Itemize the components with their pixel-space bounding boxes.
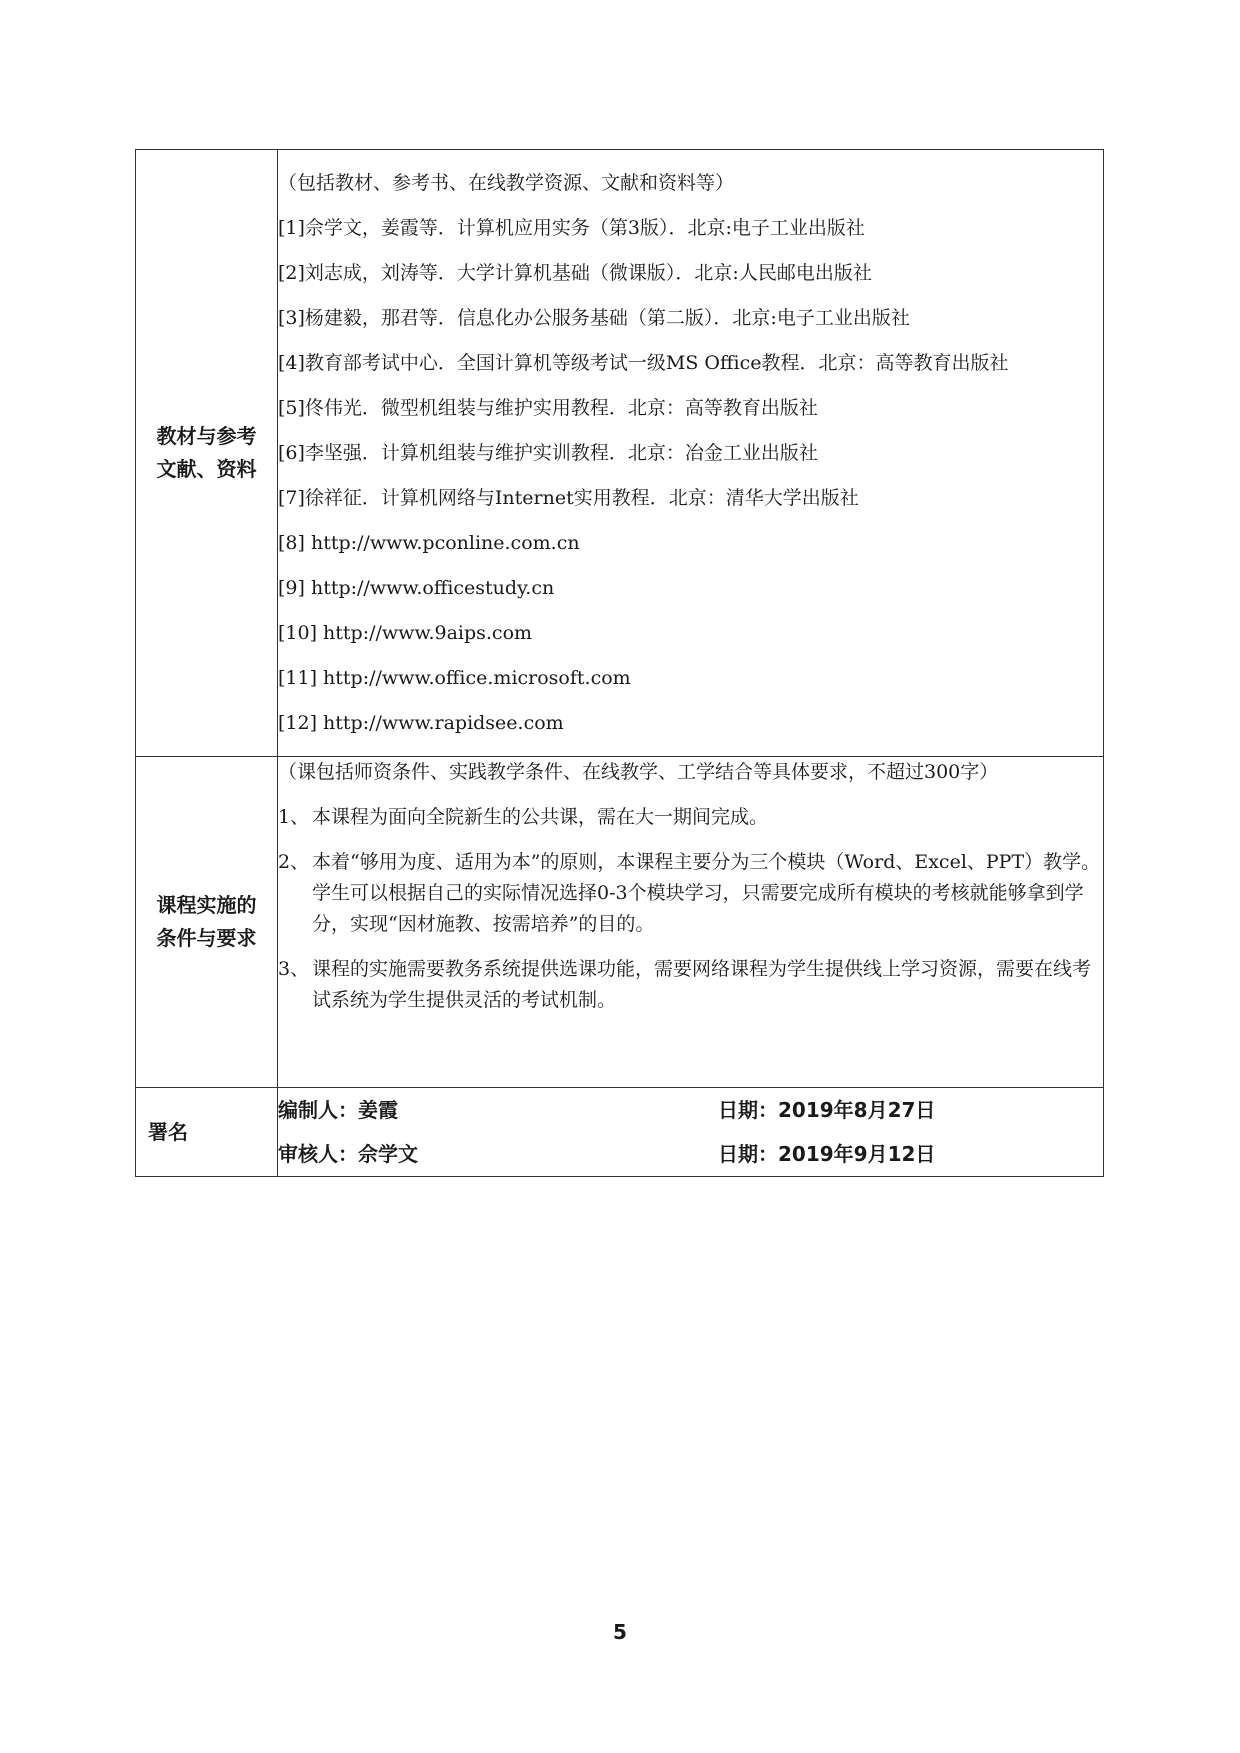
editor-line — [278, 1088, 1103, 1132]
conditions-label-line2: 条件与要求 — [156, 926, 257, 950]
signature-label: 署名 — [148, 1119, 188, 1144]
reference-item: [6]李坚强．计算机组装与维护实训教程．北京：冶金工业出版社 — [278, 441, 818, 464]
reference-item: [2]刘志成，刘涛等．大学计算机基础（微课版）．北京:人民邮电出版社 — [278, 261, 872, 284]
references-label-line2: 文献、资料 — [156, 457, 257, 481]
reviewer-name: 审核人：佘学文 — [278, 1142, 418, 1166]
signature-label-cell — [136, 1088, 278, 1177]
editor-date: 日期：2019年8月27日 — [718, 1098, 936, 1122]
reference-item: [1]佘学文，姜霞等．计算机应用实务（第3版）．北京:电子工业出版社 — [278, 216, 865, 239]
condition-item-text: 本课程为面向全院新生的公共课，需在大一期间完成。 — [312, 806, 769, 828]
reference-item: [3]杨建毅，那君等．信息化办公服务基础（第二版）．北京:电子工业出版社 — [278, 306, 910, 329]
page-number: 5 — [613, 1620, 627, 1644]
condition-item-number: 2、 — [278, 851, 310, 873]
conditions-content-cell — [278, 757, 1104, 1088]
references-intro: （包括教材、参考书、在线教学资源、文献和资料等） — [278, 171, 735, 194]
references-label-cell — [136, 150, 278, 757]
conditions-row — [136, 757, 1104, 1088]
condition-item — [278, 954, 1103, 1016]
conditions-intro: （课包括师资条件、实践教学条件、在线教学、工学结合等具体要求，不超过300字） — [278, 761, 999, 783]
conditions-label-cell — [136, 757, 278, 1088]
reference-link-item: [12] http://www.rapidsee.com — [278, 711, 564, 734]
reference-item: [4]教育部考试中心．全国计算机等级考试一级MS Office教程．北京：高等教育出版社 — [278, 351, 1009, 374]
reference-link-item: [11] http://www.office.microsoft.com — [278, 666, 631, 689]
condition-item-text: 课程的实施需要教务系统提供选课功能，需要网络课程为学生提供线上学习资源，需要在线考试系统为学生提供灵活的考试机制。 — [312, 958, 1092, 1011]
reviewer-line — [278, 1132, 1103, 1176]
conditions-label-line1: 课程实施的 — [156, 893, 257, 917]
reference-item: [7]徐祥征．计算机网络与Internet实用教程．北京：清华大学出版社 — [278, 486, 859, 509]
condition-item-number: 1、 — [278, 806, 310, 828]
condition-item — [278, 847, 1103, 940]
reference-item: [5]佟伟光．微型机组装与维护实用教程．北京：高等教育出版社 — [278, 396, 818, 419]
references-content-cell — [278, 150, 1104, 757]
editor-name: 编制人：姜霞 — [278, 1098, 398, 1122]
references-label-line1: 教材与参考 — [156, 424, 257, 448]
course-info-table — [135, 149, 1104, 1177]
reference-link-item: [10] http://www.9aips.com — [278, 621, 533, 644]
reviewer-date: 日期：2019年9月12日 — [718, 1142, 936, 1166]
reference-link-item: [9] http://www.officestudy.cn — [278, 576, 555, 599]
references-row — [136, 150, 1104, 757]
signature-content-cell — [278, 1088, 1104, 1177]
condition-item-number: 3、 — [278, 958, 310, 980]
reference-link-item: [8] http://www.pconline.com.cn — [278, 531, 580, 554]
signature-row — [136, 1088, 1104, 1177]
condition-item-text: 本着“够用为度、适用为本”的原则，本课程主要分为三个模块（Word、Excel、PPT）教学。学生可以根据自己的实际情况选择0-3个模块学习，只需要完成所有模块的考核就能够拿到学分，实现“因材施教、按需培养”的目的。 — [312, 851, 1101, 935]
condition-item — [278, 802, 1103, 833]
